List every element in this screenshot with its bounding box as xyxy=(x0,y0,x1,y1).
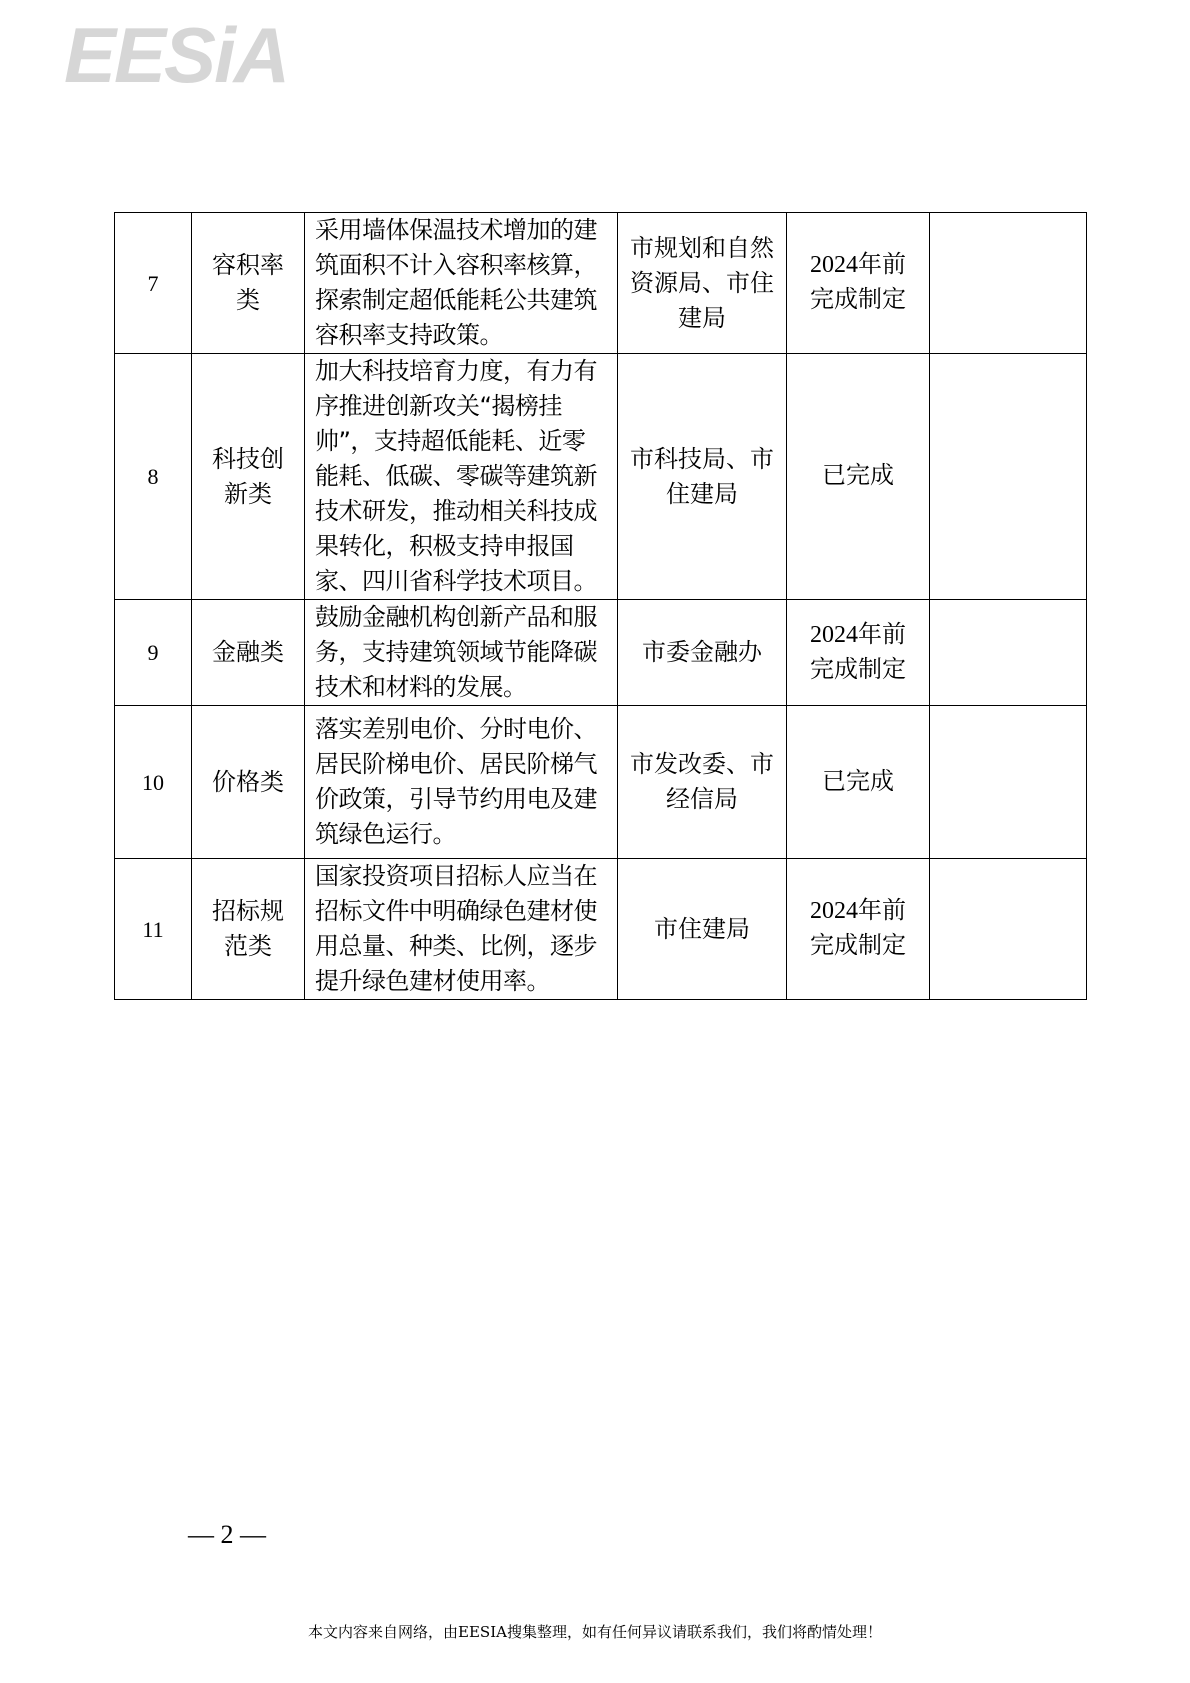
row-department: 市委金融办 xyxy=(618,600,787,706)
row-department: 市发改委、市经信局 xyxy=(618,706,787,859)
row-note xyxy=(930,213,1087,354)
row-note xyxy=(930,354,1087,600)
eesia-logo: EESiA xyxy=(64,11,289,99)
footer-note: 本文内容来自网络，由EESIA搜集整理，如有任何异议请联系我们，我们将酌情处理！ xyxy=(308,1623,882,1641)
page-number: — 2 — xyxy=(188,1520,266,1549)
row-note xyxy=(930,859,1087,1000)
table-row xyxy=(115,213,1087,354)
row-number: 8 xyxy=(115,354,192,600)
table-row xyxy=(115,600,1087,706)
row-status: 2024年前完成制定 xyxy=(787,213,930,354)
row-status: 2024年前完成制定 xyxy=(787,600,930,706)
row-number: 10 xyxy=(115,706,192,859)
row-number: 7 xyxy=(115,213,192,354)
row-department: 市住建局 xyxy=(618,859,787,1000)
row-content: 采用墙体保温技术增加的建筑面积不计入容积率核算，探索制定超低能耗公共建筑容积率支持政策。 xyxy=(305,213,618,354)
row-content: 国家投资项目招标人应当在招标文件中明确绿色建材使用总量、种类、比例，逐步提升绿色建材使用率。 xyxy=(305,859,618,1000)
row-number: 11 xyxy=(115,859,192,1000)
row-department: 市科技局、市住建局 xyxy=(618,354,787,600)
row-category: 容积率类 xyxy=(192,213,305,354)
row-note xyxy=(930,600,1087,706)
row-category: 科技创新类 xyxy=(192,354,305,600)
row-note xyxy=(930,706,1087,859)
row-status: 已完成 xyxy=(787,706,930,859)
row-content: 落实差别电价、分时电价、居民阶梯电价、居民阶梯气价政策，引导节约用电及建筑绿色运行。 xyxy=(305,706,618,859)
row-status: 2024年前完成制定 xyxy=(787,859,930,1000)
row-category: 价格类 xyxy=(192,706,305,859)
row-number: 9 xyxy=(115,600,192,706)
row-content: 加大科技培育力度，有力有序推进创新攻关“揭榜挂帅”，支持超低能耗、近零能耗、低碳、零碳等建筑新技术研发，推动相关科技成果转化，积极支持申报国家、四川省科学技术项目。 xyxy=(305,354,618,600)
policy-table xyxy=(114,212,1087,1000)
row-content: 鼓励金融机构创新产品和服务，支持建筑领域节能降碳技术和材料的发展。 xyxy=(305,600,618,706)
table-row xyxy=(115,859,1087,1000)
row-category: 招标规范类 xyxy=(192,859,305,1000)
row-department: 市规划和自然资源局、市住建局 xyxy=(618,213,787,354)
table-row xyxy=(115,706,1087,859)
table-row xyxy=(115,354,1087,600)
row-status: 已完成 xyxy=(787,354,930,600)
row-category: 金融类 xyxy=(192,600,305,706)
